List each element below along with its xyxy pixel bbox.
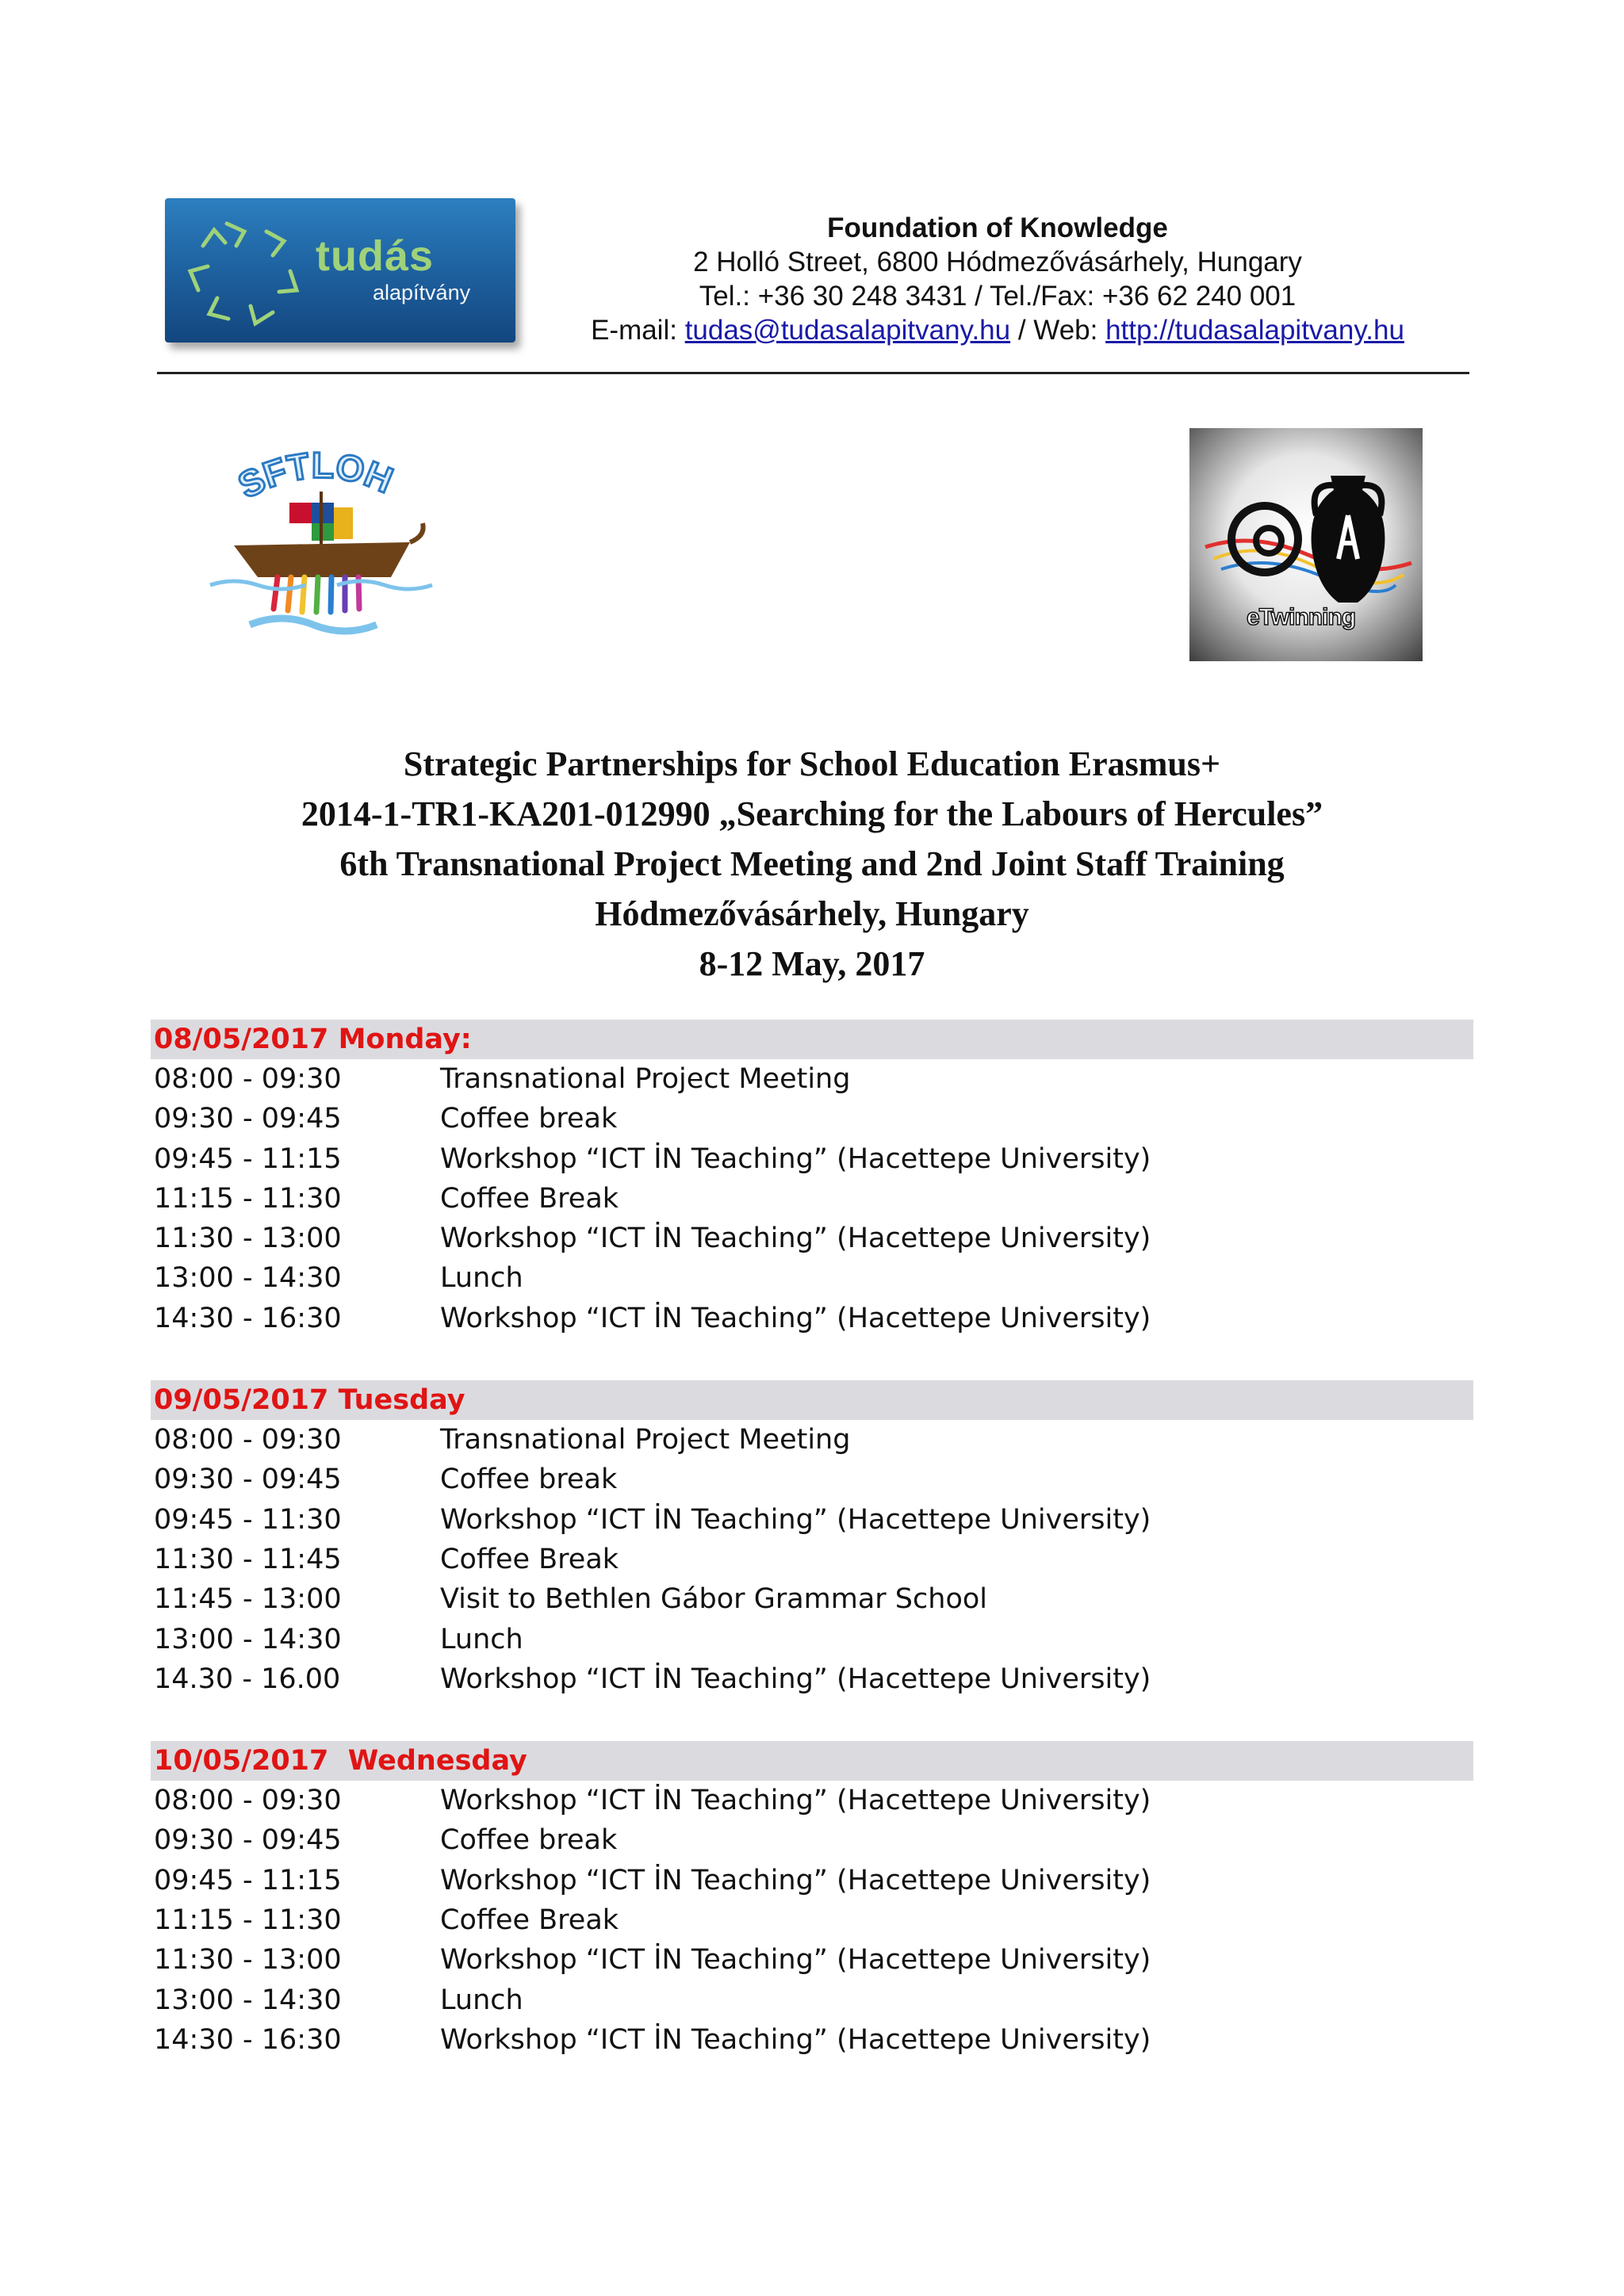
row-activity: Workshop “ICT İN Teaching” (Hacettepe University) xyxy=(440,1223,1151,1255)
tudas-foundation-logo xyxy=(165,198,515,342)
row-time: 11:15 - 11:30 xyxy=(154,1182,342,1215)
email-link[interactable]: tudas@tudasalapitvany.hu xyxy=(684,315,1011,346)
row-time: 11:45 - 13:00 xyxy=(154,1583,342,1616)
row-time: 09:30 - 09:45 xyxy=(154,1464,342,1496)
row-activity: Lunch xyxy=(440,1623,523,1655)
day-spacer xyxy=(151,1338,1473,1380)
title-line-2: 2014-1-TR1-KA201-012990 „Searching for the Labours of Hercules” xyxy=(301,794,1323,833)
day-block-tuesday xyxy=(151,1380,1473,1699)
schedule-row xyxy=(151,1820,1473,1860)
schedule-row xyxy=(151,1540,1473,1579)
email-label: E-mail: xyxy=(591,315,685,346)
schedule-row xyxy=(151,1861,1473,1900)
title-line-5: 8-12 May, 2017 xyxy=(699,944,925,983)
logo-word: tudás xyxy=(316,232,435,280)
schedule-row xyxy=(151,1659,1473,1699)
row-time: 14:30 - 16:30 xyxy=(154,1302,342,1334)
organization-contact xyxy=(530,211,1465,347)
row-activity: Workshop “ICT İN Teaching” (Hacettepe University) xyxy=(440,2023,1151,2056)
row-activity: Workshop “ICT İN Teaching” (Hacettepe University) xyxy=(440,1663,1151,1695)
row-activity: Coffee break xyxy=(440,1824,618,1857)
organization-address: 2 Holló Street, 6800 Hódmezővásárhely, Hungary xyxy=(693,247,1302,277)
title-line-4: Hódmezővásárhely, Hungary xyxy=(595,894,1029,933)
row-activity: Workshop “ICT İN Teaching” (Hacettepe University) xyxy=(440,1785,1151,1817)
schedule-row xyxy=(151,1460,1473,1499)
row-time: 11:30 - 13:00 xyxy=(154,1944,342,1976)
letterhead xyxy=(157,190,1469,374)
schedule-row xyxy=(151,2020,1473,2060)
etwinning-caption: eTwinning xyxy=(1247,604,1356,630)
organization-links xyxy=(530,313,1465,347)
schedule-row xyxy=(151,1620,1473,1659)
web-label: / Web: xyxy=(1010,315,1106,346)
row-time: 11:30 - 13:00 xyxy=(154,1223,342,1255)
schedule-row xyxy=(151,1500,1473,1540)
organization-name: Foundation of Knowledge xyxy=(827,212,1168,243)
schedule-row xyxy=(151,1258,1473,1298)
day-block-wednesday xyxy=(151,1741,1473,2060)
schedule-row xyxy=(151,1099,1473,1138)
logo-subword: alapítvány xyxy=(373,281,471,304)
row-activity: Workshop “ICT İN Teaching” (Hacettepe University) xyxy=(440,1302,1151,1334)
row-activity: Coffee Break xyxy=(440,1543,619,1575)
day-heading: 08/05/2017 Monday: xyxy=(151,1020,1473,1059)
row-activity: Workshop “ICT İN Teaching” (Hacettepe University) xyxy=(440,1864,1151,1896)
row-time: 13:00 - 14:30 xyxy=(154,1262,342,1295)
row-time: 08:00 - 09:30 xyxy=(154,1063,342,1095)
schedule-row xyxy=(151,1139,1473,1179)
schedule-row xyxy=(151,1420,1473,1460)
title-line-3: 6th Transnational Project Meeting and 2nd Joint Staff Training xyxy=(339,844,1285,883)
schedule-row xyxy=(151,1299,1473,1338)
row-activity: Coffee break xyxy=(440,1103,618,1135)
row-activity: Transnational Project Meeting xyxy=(440,1063,851,1095)
row-time: 09:30 - 09:45 xyxy=(154,1103,342,1135)
row-time: 14:30 - 16:30 xyxy=(154,2023,342,2056)
document-title xyxy=(0,739,1624,989)
day-block-monday xyxy=(151,1020,1473,1338)
web-link[interactable]: http://tudasalapitvany.hu xyxy=(1105,315,1404,346)
row-activity: Workshop “ICT İN Teaching” (Hacettepe University) xyxy=(440,1503,1151,1536)
day-spacer xyxy=(151,1699,1473,1741)
schedule-row xyxy=(151,1179,1473,1219)
sftloh-logo-text: SFTLOH xyxy=(231,444,399,507)
tudas-star-icon xyxy=(179,214,314,333)
row-time: 13:00 - 14:30 xyxy=(154,1984,342,2016)
row-time: 11:30 - 11:45 xyxy=(154,1543,342,1575)
sftloh-ship-icon xyxy=(202,444,440,646)
row-activity: Coffee Break xyxy=(440,1182,619,1215)
row-time: 09:30 - 09:45 xyxy=(154,1824,342,1857)
row-activity: Workshop “ICT İN Teaching” (Hacettepe University) xyxy=(440,1944,1151,1976)
row-activity: Coffee Break xyxy=(440,1904,619,1937)
row-time: 11:15 - 11:30 xyxy=(154,1904,342,1937)
row-time: 09:45 - 11:15 xyxy=(154,1142,342,1175)
organization-phone: Tel.: +36 30 248 3431 / Tel./Fax: +36 62 240 001 xyxy=(699,281,1297,312)
schedule-row xyxy=(151,1219,1473,1258)
row-activity: Lunch xyxy=(440,1984,523,2016)
row-time: 09:45 - 11:30 xyxy=(154,1503,342,1536)
schedule-row xyxy=(151,1940,1473,1980)
row-time: 14.30 - 16.00 xyxy=(154,1663,341,1695)
svg-text:SFTLOH xyxy=(232,444,399,506)
title-line-1: Strategic Partnerships for School Education Erasmus+ xyxy=(403,744,1221,783)
schedule-row xyxy=(151,1059,1473,1099)
day-heading: 09/05/2017 Tuesday xyxy=(151,1380,1473,1420)
row-activity: Workshop “ICT İN Teaching” (Hacettepe University) xyxy=(440,1142,1151,1175)
schedule-row xyxy=(151,1781,1473,1820)
schedule-row xyxy=(151,1980,1473,2020)
row-activity: Lunch xyxy=(440,1262,523,1295)
etwinning-logo xyxy=(1189,428,1423,661)
row-time: 13:00 - 14:30 xyxy=(154,1623,342,1655)
row-time: 08:00 - 09:30 xyxy=(154,1785,342,1817)
day-heading: 10/05/2017 Wednesday xyxy=(151,1741,1473,1781)
row-time: 08:00 - 09:30 xyxy=(154,1424,342,1456)
row-activity: Transnational Project Meeting xyxy=(440,1424,851,1456)
row-time: 09:45 - 11:15 xyxy=(154,1864,342,1896)
sftloh-project-logo xyxy=(202,444,440,646)
schedule xyxy=(151,1020,1473,2060)
schedule-row xyxy=(151,1579,1473,1619)
row-activity: Coffee break xyxy=(440,1464,618,1496)
schedule-row xyxy=(151,1900,1473,1940)
row-activity: Visit to Bethlen Gábor Grammar School xyxy=(440,1583,988,1616)
